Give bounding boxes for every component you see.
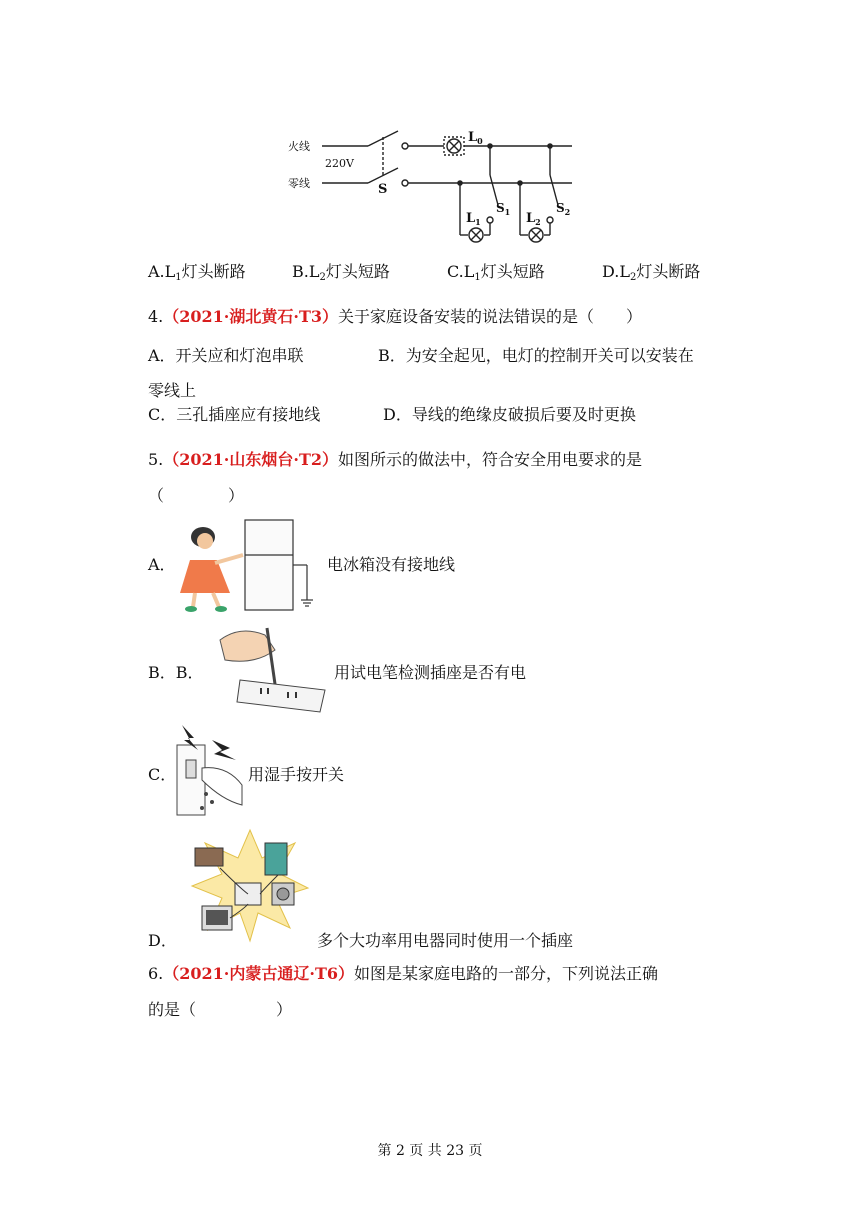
test-pen-socket-illustration	[215, 620, 330, 715]
q5-option-d-letter[interactable]: D．	[148, 931, 177, 950]
q5-option-d-text: 多个大功率用电器同时使用一个插座	[317, 931, 574, 950]
q5-source: （2021·山东烟台·T2）	[163, 450, 338, 469]
lamp-l2-label: $L_2$	[526, 211, 541, 227]
q3-option-c[interactable]: $C.L_1$灯头短路	[447, 262, 545, 283]
switch-label: S	[378, 182, 388, 197]
q4-option-d[interactable]: D．导线的绝缘皮破损后要及时更换	[383, 405, 636, 424]
switch-s1-label: $S_1$	[496, 201, 511, 217]
page-footer: 第 2 页 共 23 页	[377, 1143, 483, 1159]
voltage-label: 220V	[325, 157, 354, 170]
q5-option-c-letter[interactable]: C．	[148, 765, 177, 784]
girl-fridge-illustration	[175, 515, 325, 615]
q4-option-c[interactable]: C．三孔插座应有接地线	[148, 405, 321, 424]
household-circuit-diagram	[280, 125, 580, 250]
q4-option-b-continued: 零线上	[148, 381, 197, 400]
q3-option-a[interactable]: $A.L_1$灯头断路	[148, 262, 246, 283]
q4-source: （2021·湖北黄石·T3）	[163, 307, 338, 326]
neutral-wire-label: 零线	[288, 177, 310, 190]
q6-stem: 6.（2021·内蒙古通辽·T6）如图是某家庭电路的一部分，下列说法正确	[148, 964, 658, 983]
q5-stem: 5.（2021·山东烟台·T2）如图所示的做法中，符合安全用电要求的是	[148, 450, 642, 469]
wet-hand-switch-illustration	[172, 720, 247, 820]
q5-option-b-letter[interactable]: B．B．	[148, 663, 204, 682]
overloaded-socket-illustration	[190, 828, 310, 943]
q5-option-a-text: 电冰箱没有接地线	[327, 555, 456, 574]
q3-option-b[interactable]: $B.L_2$灯头短路	[292, 262, 390, 283]
q5-option-a-letter[interactable]: A．	[148, 555, 176, 574]
lamp-l0-label: $L_0$	[468, 130, 483, 146]
lamp-l1-label: $L_1$	[466, 211, 481, 227]
live-wire-label: 火线	[288, 140, 310, 153]
q5-option-c-text: 用湿手按开关	[248, 765, 345, 784]
q4-option-a[interactable]: A．开关应和灯泡串联	[148, 346, 304, 365]
q6-stem-continued: 的是（ ）	[148, 1000, 293, 1019]
switch-s2-label: $S_2$	[556, 201, 571, 217]
q4-option-b[interactable]: B．为安全起见，电灯的控制开关可以安装在	[378, 346, 694, 365]
q5-option-b-text: 用试电笔检测插座是否有电	[334, 663, 527, 682]
q6-source: （2021·内蒙古通辽·T6）	[163, 964, 354, 983]
q3-option-d[interactable]: $D.L_2$灯头断路	[602, 262, 701, 283]
q5-stem-continued: （ ）	[148, 486, 245, 505]
q4-stem: 4.（2021·湖北黄石·T3）关于家庭设备安装的说法错误的是（ ）	[148, 307, 642, 326]
